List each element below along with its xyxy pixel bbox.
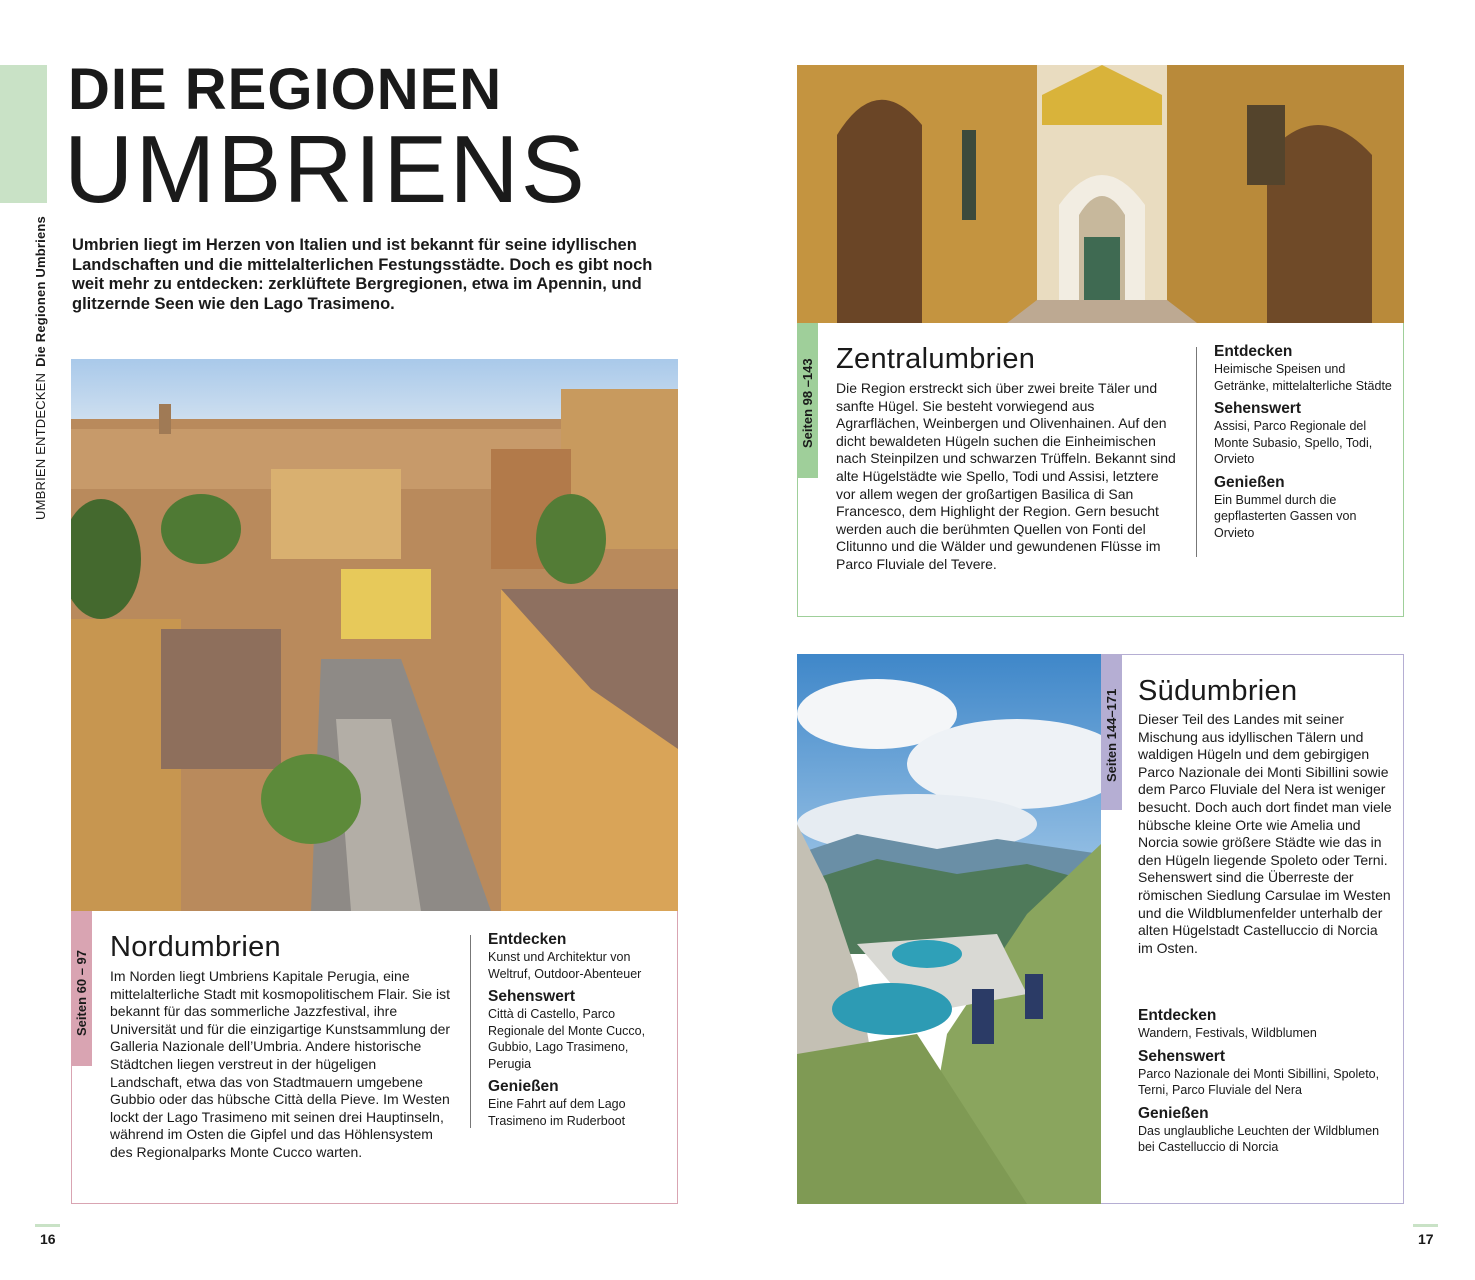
fact-text: Parco Nazionale dei Monti Sibillini, Spoleto, Terni, Parco Fluviale del Nera [1138,1066,1380,1097]
fact-heading: Genießen [488,1078,559,1095]
fact-text: Ein Bummel durch die gepflasterten Gassen von Orvieto [1214,492,1357,540]
fact-text: Wandern, Festivals, Wildblumen [1138,1026,1317,1040]
fact-text: Heimische Speisen und Getränke, mittelalterliche Städte [1214,362,1392,393]
page-range-bar [797,323,818,478]
region-card-south [1101,654,1404,1204]
page-range-bar [1101,655,1122,810]
facts-column [488,931,668,1135]
page-number-rule [35,1224,60,1227]
running-header-section: UMBRIEN ENTDECKEN [33,372,48,520]
region-title: Südumbrien [1138,675,1298,707]
fact-heading: Sehenswert [1138,1047,1226,1065]
page-range-label: Seiten 60 – 97 [74,950,89,1036]
sibillini-hikers-photo [797,654,1101,1204]
fact-text: Kunst und Architektur von Weltruf, Outdoor-Abenteuer [488,950,642,981]
chapter-color-tab [0,65,47,203]
fact-heading: Entdecken [1214,343,1293,360]
page-title-line2: UMBRIENS [64,116,587,223]
perugia-photo [71,359,678,911]
column-divider [470,935,471,1128]
facts-column [1138,1007,1396,1162]
region-card-central [797,323,1404,617]
page-number-rule [1413,1224,1438,1227]
page-range-label: Seiten 98 –143 [800,358,815,448]
fact-heading: Entdecken [488,931,567,948]
fact-heading: Sehenswert [488,988,576,1005]
region-title: Nordumbrien [110,931,281,963]
region-title: Zentralumbrien [836,343,1036,375]
fact-text: Città di Castello, Parco Regionale del Monte Cucco, Gubbio, Lago Trasimeno, Perugia [488,1007,646,1071]
fact-text: Eine Fahrt auf dem Lago Trasimeno im Ruderboot [488,1097,626,1128]
region-card-north [71,911,678,1204]
page-title-line1: DIE REGIONEN [68,57,503,122]
intro-paragraph: Umbrien liegt im Herzen von Italien und ist bekannt für seine idyllischen Landschaften und die mittelalterlichen Festungsstädte. Doch es gibt noch weit mehr zu entdecken: zerklüftete Bergregionen, etwa im Apennin, und glitzernde Seen wie den Lago Trasimeno. [72,236,653,313]
facts-column [1214,343,1394,547]
orvieto-photo [797,65,1404,323]
column-divider [1196,347,1197,557]
running-header [33,216,48,520]
region-description: Im Norden liegt Umbriens Kapitale Perugia, eine mittelalterliche Stadt mit kosmopolitischem Flair. Sie ist bekannt für das sommerliche Jazzfestival, ihre Universität und für die einzigartige Kunstsammlung der Galleria Nazionale dell’Umbria. Andere historische Städtchen liegen verstreut in der hügeligen Landschaft, etwa das von Stadtmauern umgebene Gubbio oder das hübsche Città della Pieve. Im Westen lockt der Lago Trasimeno mit seinen drei Hauptinseln, während im Osten die Gipfel und das Höhlensystem des Regionalparks Monte Cucco warten. [110,968,451,1160]
page-range-label: Seiten 144–171 [1104,688,1119,782]
fact-heading: Sehenswert [1214,400,1302,417]
fact-text: Assisi, Parco Regionale del Monte Subasio, Spello, Todi, Orvieto [1214,419,1373,466]
region-description: Die Region erstreckt sich über zwei breite Täler und sanfte Hügel. Sie besteht vorwiegend aus Agrarflächen, Weinbergen und Olivenhainen. Auf den dicht bewaldeten Hügeln suchen die Einheimischen nach Steinpilzen und schwarzen Trüffeln. Bekannt sind alte Hügelstädte wie Spello, Todi und Assisi, letztere vor allem wegen der großartigen Basilica di San Francesco, dem Highlight der Region. Gern besucht werden auch die berühmten Quellen von Fonti del Clitunno und die Wälder und gewundenen Flüsse im Parco Fluviale del Tevere. [836,380,1176,572]
running-header-chapter: Die Regionen Umbriens [33,216,48,367]
region-description: Dieser Teil des Landes mit seiner Mischung aus idyllischen Tälern und waldigen Hügeln und dem gebirgigen Parco Nazionale dei Monti Sibillini sowie dem Parco Fluviale del Nera ist weniger besucht. Doch auch dort findet man viele hübsche kleine Orte wie Amelia und Norcia sowie größere Städte wie das in den Hügeln liegende Spoleto oder Terni. Sehenswert sind die Überreste der römischen Siedlung Carsulae im Westen und die Wildblumenfelder unterhalb der alten Hügelstadt Castelluccio di Norcia im Osten. [1138,711,1392,956]
fact-heading: Entdecken [1138,1007,1217,1024]
page-number-right: 17 [1418,1231,1434,1247]
page-range-bar [71,911,92,1066]
fact-heading: Genießen [1214,473,1285,491]
fact-heading: Genießen [1138,1104,1209,1122]
page-number-left: 16 [40,1231,56,1247]
fact-text: Das unglaubliche Leuchten der Wildblumen bei Castelluccio di Norcia [1138,1123,1380,1154]
